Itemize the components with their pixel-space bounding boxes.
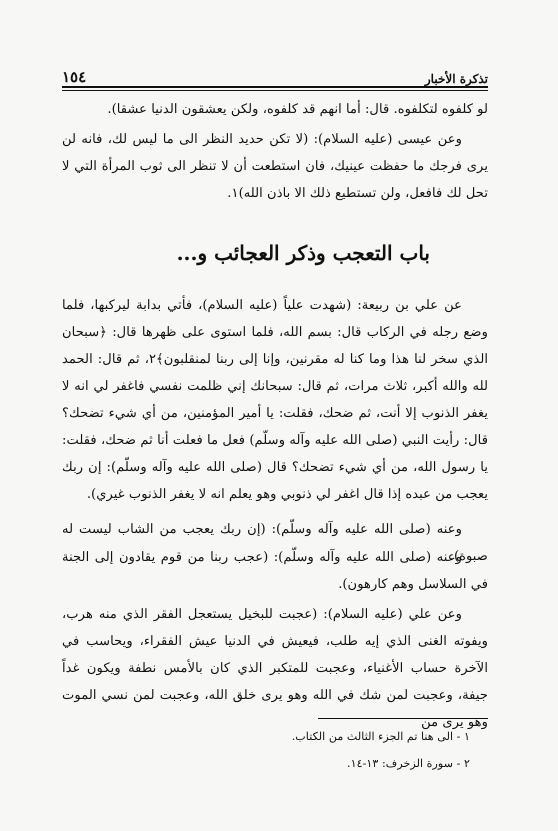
paragraph-ali-wonders: وعن علي (عليه السلام): (عجبت للبخيل يستعجل الفقر الذي منه هرب، ويفوته الغنى الذي إيه طلب، فيعيش في الدنيا عيش الفقراء، ويحاسب في الآخرة حساب الأغنياء، وعجبت للمتكبر الذي كان بالأمس نطفة ويكون غداً جيفة، وعجبت لمن شك في الله وهو يرى خلق الله، وعجبت لمن نسي الموت وهو يرى من (62, 607, 488, 730)
paragraph-hadith-chains: وعنه (صلى الله عليه وآله وسلّم): (عجب ربنا من قوم يقادون إلى الجنة في السلاسل وهم كارهون). (62, 550, 488, 592)
paragraph-continuation: لو كلفوه لتكلفوه. قال: أما انهم قد كلفوه، ولكن يعشقون الدنيا عشقا). (107, 102, 488, 117)
footnote-1: ١ - الى هنا تم الجزء الثالث من الكتاب. (291, 730, 470, 743)
paragraph-ali-ibn-rabia: عن علي بن ربيعة: (شهدت علياً (عليه السلام)، فأتي بدابة ليركبها، فلما وضع رجله في الركاب قال: بسم الله، فلما استوى على ظهرها قال: ﴿سبحان الذي سخر لنا هذا وما كنا له مقرنين، وإنا إلى ربنا لمنقلبون﴾٢، ثم قال: الحمد لله والله أكبر، ثلاث مرات، ثم قال: سبحانك إني ظلمت نفسي فاغفر لي انه لا يغفر الذنوب إلا أنت، ثم ضحك، فقلت: يا أمير المؤمنين، من أي شيء تضحك؟ قال: رأيت النبي (صلى الله عليه وآله وسلّم) فعل ما فعلت أنا ثم ضحك، فقلت: يا رسول الله، من أي شيء تضحك؟ قال (صلى الله عليه وآله وسلّم): إن ربك يعجب من عبده إذا قال اغفر لي ذنوبي وهو يعلم انه لا يغفر الذنوب غيري). (62, 298, 488, 502)
paragraph-isa: وعن عيسى (عليه السلام): (لا تكن حديد النظر الى ما ليس لك، فانه لن يرى فرجك ما حفظت عينيك، فان استطعت أن لا تنظر الى ثوب المرأة التي لا تحل لك فافعل، ولن تستطيع ذلك الا باذن الله)١. (62, 132, 488, 201)
running-header (62, 64, 488, 88)
footnote-2: ٢ - سورة الزخرف: ١٣-١٤. (347, 757, 470, 770)
book-title: تذكرة الأخبار (424, 72, 488, 86)
page-number: ١٥٤ (62, 68, 87, 86)
footnote-separator (318, 718, 488, 719)
header-rule (62, 90, 488, 91)
chapter-heading: باب التعجب وذكر العجائب و... (176, 241, 430, 265)
paragraph-hadith-youth: وعنه (صلى الله عليه وآله وسلّم): (إن ربك يعجب من الشاب ليست له صبوة). (62, 522, 488, 564)
